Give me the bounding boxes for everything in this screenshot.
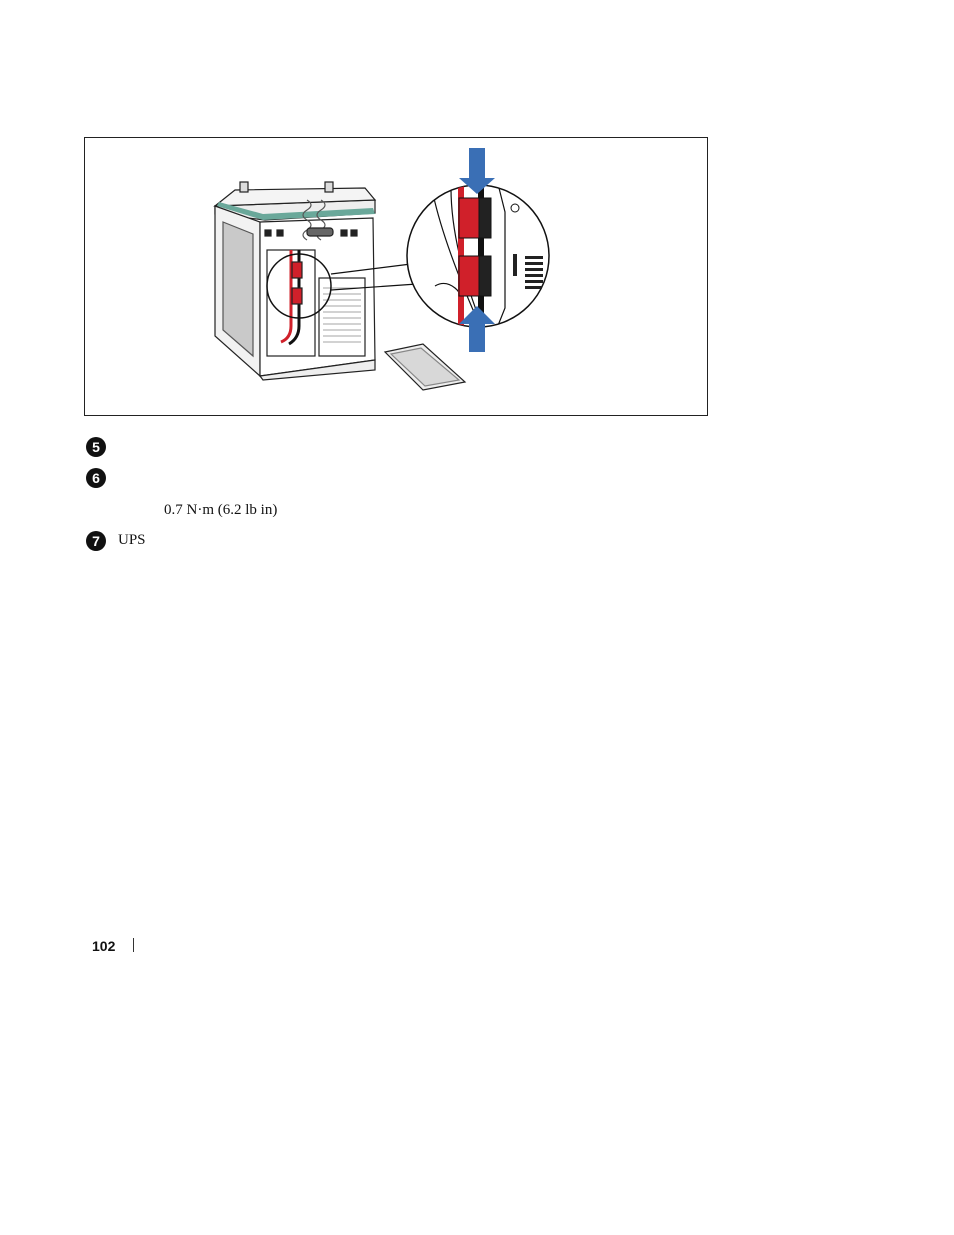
- step-number-badge: 6: [86, 468, 106, 488]
- torque-spec: 0.7 N·m (6.2 lb in): [164, 502, 278, 518]
- figure-frame: [84, 137, 708, 416]
- step-text: UPS: [118, 532, 146, 548]
- footer-divider: [133, 938, 134, 952]
- page-number: 102: [92, 938, 116, 954]
- step-number-badge: 5: [86, 437, 106, 457]
- step-number-badge: 7: [86, 531, 106, 551]
- ups-battery-connector-illustration: [85, 138, 707, 415]
